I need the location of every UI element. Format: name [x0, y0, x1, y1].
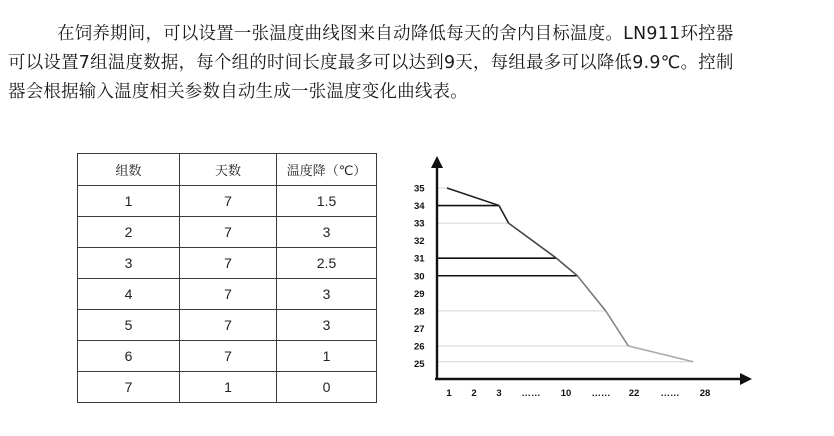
cell-group: 6: [78, 341, 180, 372]
x-tick-label: 1: [446, 388, 452, 399]
table-row: [78, 217, 377, 248]
paragraph-line-1: 在饲养期间，可以设置一张温度曲线图来自动降低每天的舍内目标温度。LN911环控器: [57, 24, 734, 44]
curve-segment: [606, 311, 629, 346]
x-tick-label: ……: [660, 388, 680, 399]
table-row: [78, 186, 377, 217]
cell-days: 7: [180, 217, 277, 248]
y-axis-arrow: [431, 156, 443, 168]
cell-group: 2: [78, 217, 180, 248]
y-tick-label: 32: [414, 236, 425, 248]
curve-layer: [447, 188, 693, 362]
cell-group: 1: [78, 186, 180, 217]
cell-temp-drop: 3: [277, 310, 377, 341]
curve-segment: [628, 346, 693, 362]
curve-segment: [577, 276, 605, 311]
table-row: [78, 372, 377, 403]
y-tick-label: 35: [414, 183, 425, 195]
y-tick-label: 28: [414, 306, 425, 318]
cell-group: 5: [78, 310, 180, 341]
cell-days: 7: [180, 186, 277, 217]
cell-temp-drop: 1.5: [277, 186, 377, 217]
cell-group: 7: [78, 372, 180, 403]
x-tick-label: 28: [699, 388, 711, 399]
cell-temp-drop: 1: [277, 341, 377, 372]
y-tick-labels: [414, 184, 425, 371]
x-tick-label: 2: [471, 388, 477, 399]
paragraph-line-2: 可以设置7组温度数据，每个组的时间长度最多可以达到9天，每组最多可以降低9.9℃。控制: [8, 53, 734, 73]
table-row: [78, 341, 377, 372]
x-axis-arrow: [740, 373, 752, 385]
grid-layer: [437, 188, 693, 362]
cell-group: 4: [78, 279, 180, 310]
cell-temp-drop: 2.5: [277, 248, 377, 279]
cell-days: 7: [180, 341, 277, 372]
cell-group: 3: [78, 248, 180, 279]
y-tick-label: 31: [414, 253, 425, 265]
paragraph-line-3: 器会根据输入温度相关参数自动生成一张温度变化曲线表。: [8, 82, 468, 102]
cell-temp-drop: 3: [277, 279, 377, 310]
header-group: 组数: [78, 154, 180, 186]
cell-temp-drop: 0: [277, 372, 377, 403]
table-row: [78, 310, 377, 341]
curve-segment: [556, 258, 577, 276]
y-tick-label: 27: [414, 323, 425, 335]
cell-days: 1: [180, 372, 277, 403]
curve-segment: [447, 188, 499, 206]
intro-paragraph: [8, 20, 830, 107]
curve-segment: [509, 223, 557, 258]
header-days: 天数: [180, 154, 277, 186]
cell-days: 7: [180, 248, 277, 279]
y-tick-label: 25: [414, 359, 425, 370]
x-tick-label: ……: [591, 388, 611, 399]
curve-segment: [499, 206, 509, 224]
temperature-curve-chart: [400, 153, 760, 403]
x-tick-label: 10: [560, 388, 572, 399]
x-tick-label: 3: [496, 388, 502, 399]
x-tick-labels: [446, 388, 710, 399]
table-header-row: [78, 154, 377, 186]
y-tick-label: 30: [414, 271, 425, 283]
y-tick-label: 29: [414, 288, 425, 300]
cell-days: 7: [180, 310, 277, 341]
table-row: [78, 279, 377, 310]
y-tick-label: 34: [414, 201, 425, 213]
cell-temp-drop: 3: [277, 217, 377, 248]
x-tick-label: ……: [521, 388, 541, 399]
header-temp-drop: 温度降（℃）: [277, 154, 377, 186]
temperature-group-table: [77, 153, 377, 403]
cell-days: 7: [180, 279, 277, 310]
table-row: [78, 248, 377, 279]
y-tick-label: 26: [414, 341, 425, 353]
x-tick-label: 22: [628, 388, 640, 399]
y-tick-label: 33: [414, 218, 425, 230]
